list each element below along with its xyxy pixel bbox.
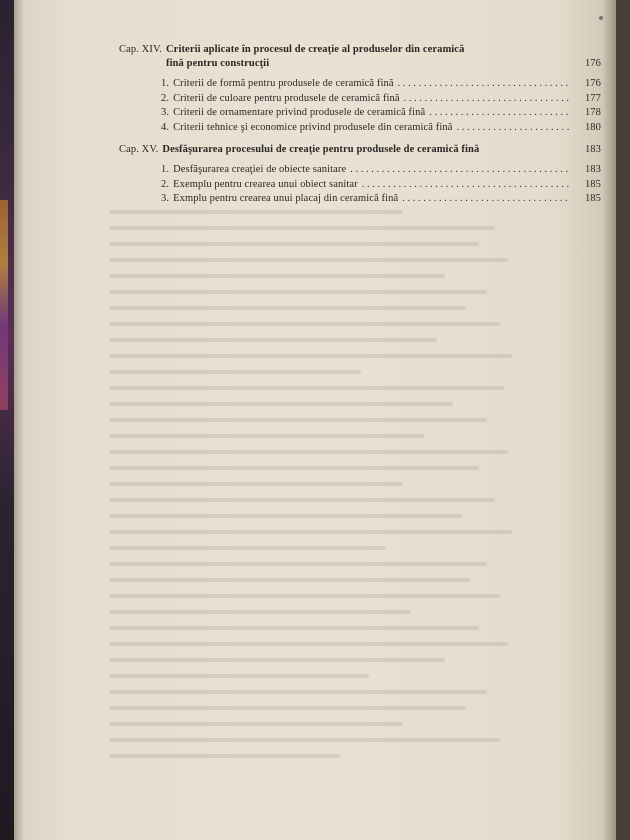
chapter-title [162, 143, 575, 157]
entry-title: Criterii de culoare pentru produsele de ceramică fină [173, 92, 400, 104]
chapter-page-number: 176 [584, 58, 601, 69]
entry-title: Criterii de formă pentru produsele de ceramică fină [173, 78, 394, 89]
entry-page-number: 185 [584, 193, 601, 204]
entry-title: Exmplu pentru crearea unui placaj din ceramică fină [173, 193, 399, 204]
chapter-xiv [119, 43, 601, 135]
entry-number: 4. [161, 121, 170, 133]
dot-leader [362, 178, 571, 193]
entry-number: 2. [161, 178, 170, 190]
chapter-items [161, 77, 601, 135]
entry-page-number: 176 [584, 78, 601, 89]
entry-number: 1. [161, 78, 170, 89]
chapter-title [166, 43, 575, 71]
dot-leader [350, 163, 571, 178]
entry-page-number: 178 [584, 107, 601, 118]
chapter-items [161, 163, 601, 207]
chapter-title-line2: fină pentru construcţii [166, 58, 270, 69]
dot-leader [404, 92, 571, 107]
dot-leader [429, 106, 571, 121]
chapter-page-number: 183 [584, 144, 601, 155]
entry-number: 2. [161, 92, 170, 104]
chapter-heading [119, 143, 601, 157]
entry-page-number: 183 [584, 164, 601, 175]
entry-title: Exemplu pentru crearea unui obiect sanitar [173, 178, 358, 190]
toc-entry [161, 92, 601, 107]
chapter-xv [119, 143, 601, 207]
toc-entry [161, 121, 601, 136]
chapter-number: Cap. XV. [119, 144, 159, 155]
dot-leader [402, 192, 571, 207]
toc-entry [161, 106, 601, 121]
toc-entry [161, 192, 601, 207]
chapter-heading [119, 43, 601, 71]
entry-number: 3. [161, 107, 170, 118]
page-mark [599, 16, 603, 20]
chapter-title-line1: Criterii aplicate în procesul de creaţie al produselor din ceramică [166, 44, 465, 55]
page-edge-shadow [602, 0, 616, 840]
toc-entry [161, 163, 601, 178]
entry-number: 1. [161, 164, 170, 175]
entry-number: 3. [161, 193, 170, 204]
chapter-number: Cap. XIV. [119, 44, 162, 55]
dot-leader [398, 77, 571, 92]
page-gutter-shadow [14, 0, 24, 840]
entry-page-number: 185 [584, 178, 601, 190]
chapter-title-line1: Desfăşurarea procesului de creaţie pentru produsele de ceramică fină [162, 144, 480, 155]
entry-page-number: 177 [584, 92, 601, 104]
dot-leader [456, 121, 571, 136]
entry-title: Criterii tehnice şi economice privind produsele din ceramică fină [173, 121, 453, 133]
toc-entry [161, 178, 601, 193]
toc-entry [161, 77, 601, 92]
show-through-text [109, 210, 529, 780]
entry-title: Desfăşurarea creaţiei de obiecte sanitare [173, 164, 347, 175]
entry-page-number: 180 [584, 121, 601, 133]
book-page [14, 0, 616, 840]
cover-sliver [0, 200, 8, 410]
table-of-contents [119, 43, 601, 215]
entry-title: Criterii de ornamentare privind produsele de ceramică fină [173, 107, 426, 118]
